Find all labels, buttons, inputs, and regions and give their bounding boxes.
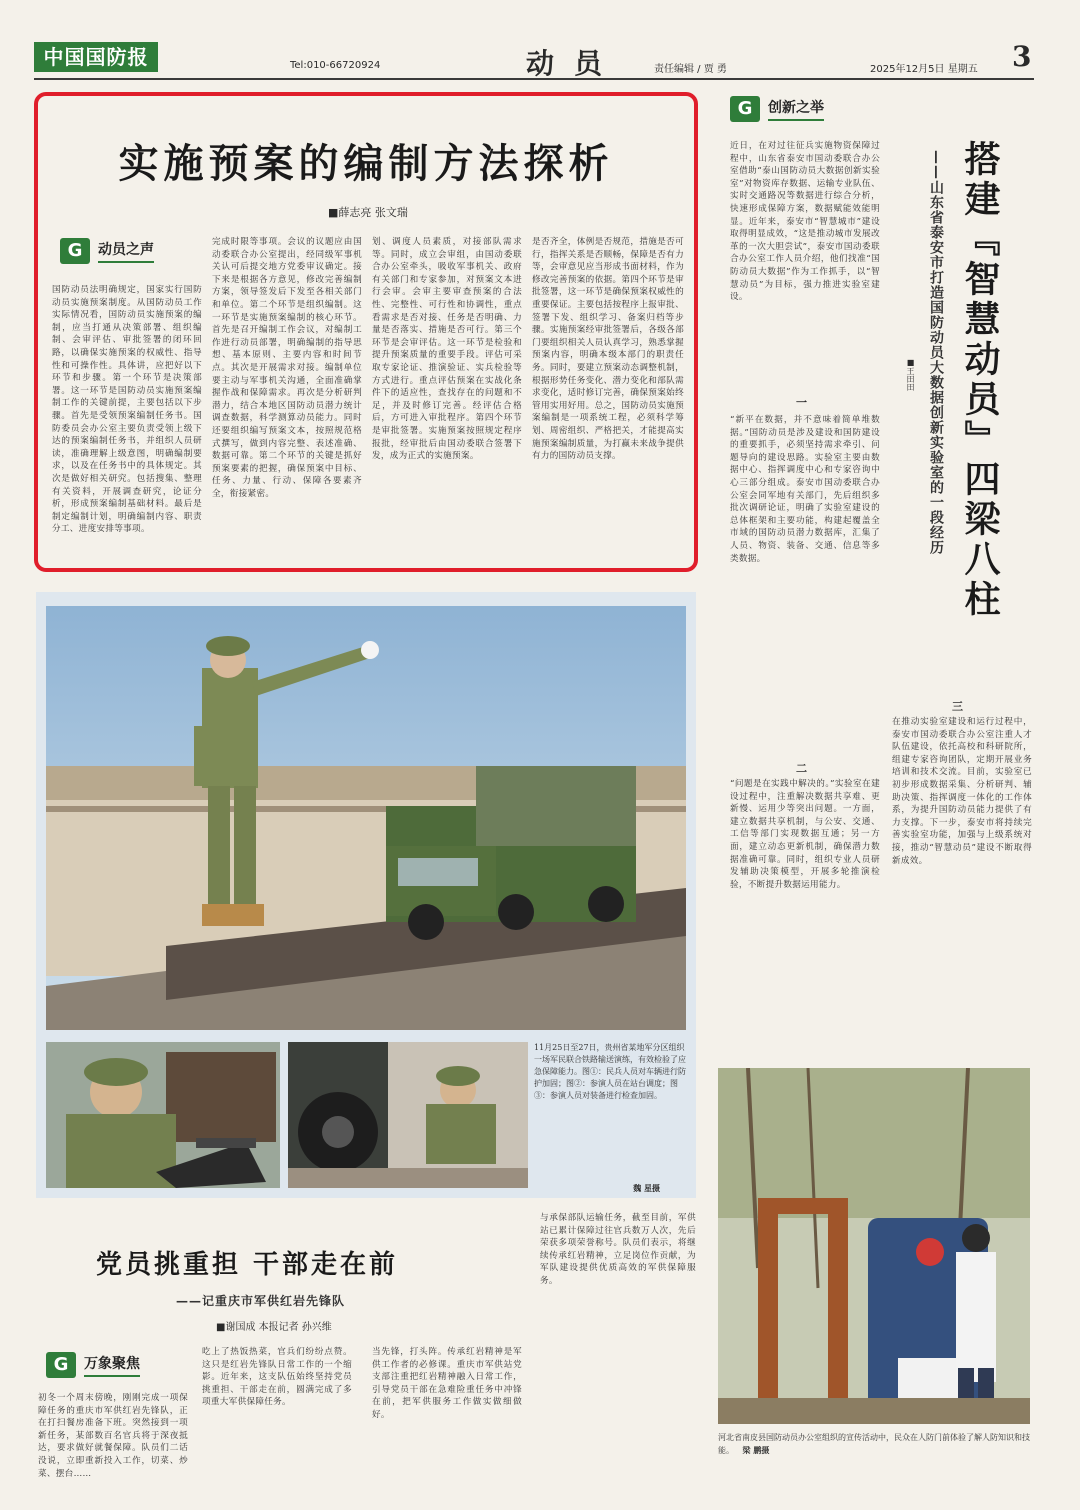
section-number-1: 一: [796, 396, 807, 409]
right-article-title[interactable]: 搭建『智慧动员』四梁八柱: [959, 140, 1001, 620]
right-column-tag-label: 创新之举: [768, 97, 824, 121]
section-number-2: 二: [796, 762, 807, 775]
column-g-logo-icon: G: [730, 96, 760, 122]
column-g-logo-icon: G: [46, 1352, 76, 1378]
photo-block: [36, 592, 696, 1198]
right-photo-illustration: [718, 1068, 1030, 1424]
column-tag-label: 动员之声: [98, 239, 154, 263]
photo-caption: 11月25日至27日，贵州省某地军分区组织一场军民联合铁路输送演练，有效检验了应急保障能力。图①：民兵人员对车辆进行防护加固；图②：参演人员在站台调度；图③：参演人员对装备进行检查加固。: [534, 1043, 686, 1100]
column-g-logo-icon: G: [60, 238, 90, 264]
right-section-1-text: “新平在数据，并不意味着简单堆数据。”国防动员是涉及建设和国防建设的重要抓手，必须坚持需求牵引、问题导向的建设思路。实验室主要由数据中心、指挥调度中心和专家咨询中心三部分组成。泰安市国动委联合办公室会同军地有关部门，先后组织多批次调研论证，明确了实验室建设的总体框架和主要功能，构建起覆盖全市域的国防动员潜力数据库，汇集了人员、物资、装备、交通、信息等多类数据。: [730, 415, 880, 564]
masthead-tel: Tel:010-66720924: [290, 60, 381, 71]
sub-photo-1-laptop[interactable]: [46, 1042, 280, 1188]
right-section-2-text: “问题是在实践中解决的。”实验室在建设过程中，注重解决数据共享难、更新慢、运用少等突出问题。一方面，建立数据共享机制，与公安、交通、工信等部门实现数据互通；另一方面，建立动态更新机制，确保潜力数据准确可靠。同时，组织专业人员研发辅助决策模型，开展多轮推演检验，不断提升数据运用能力。: [730, 779, 880, 890]
main-photo-illustration: [46, 606, 686, 1030]
masthead: [34, 38, 1034, 80]
sub-photo-2-vehicle-check[interactable]: [288, 1042, 528, 1188]
party-text-col-1: 初冬一个周末傍晚，刚刚完成一项保障任务的重庆市军供红岩先锋队，正在打扫餐房准备下班。突然接到一项新任务，某部数百名官兵将于深夜抵达，要求做好就餐保障。队员们二话没说，立即重新投入工作，切菜、炒菜、摆台……: [38, 1393, 188, 1479]
right-photo-civil-defense-door[interactable]: [718, 1068, 1030, 1424]
party-text-col-2: 吃上了热饭热菜，官兵们纷纷点赞。这只是红岩先锋队日常工作的一个缩影。近年来，这支队伍始终坚持党员挑重担、干部走在前，圆满完成了多项重大军供保障任务。: [202, 1347, 352, 1408]
article-text-col-2: 完成时限等事项。会议的议题应由国动委联合办公室提出，经同级军事机关认可后提交地方党委审议确定。接下来是根据各方意见，修改完善编制方案，领导签发后下发至各相关部门和单位。第二个环节是组织编制。这一环节是实施预案编制的核心环节。首先是召开编制工作会议，对编制工作进行动员部署，明确编制的指导思想、基本原则、主要内容和时间节点。其次是开展需求对接。编制单位要主动与军事机关沟通，全面准确掌握作战和保障需求。再次是分析研判潜力，结合本地区国防动员潜力统计调查数据，科学测算动员能力。同时还要组织编写预案文本，按照规范格式撰写，做到内容完整、表述准确、数据可靠。第二个环节的关键是抓好预案要素的把握，确保预案中目标、任务、力量、行动、保障各要素齐全，衔接紧密。: [212, 237, 362, 499]
article-text-col-3: 划、调度人员素质，对接部队需求等。同时，成立会审组，由国动委联合办公室牵头，吸收军事机关、政府有关部门和专家参加，对预案文本进行会审。会审主要审查预案的合法性、完整性、可行性和协调性，重点看需求是否对接、任务是否明确、力量是否落实、措施是否可行。第三个环节是会审评估。这一环节是检验和提升预案质量的重要手段。评估可采取专家论证、推演验证、实兵检验等方式进行。重点评估预案在实战化条件下的适应性，查找存在的问题和不足，并及时修订完善。经评估合格后，方可进入审批程序。第四个环节是审批签署。实施预案按照规定程序报批，经审批后由国动委联合签署下发，成为正式的实施预案。: [372, 237, 522, 462]
article-text-col-4: 是否齐全，体例是否规范，措施是否可行，指挥关系是否顺畅，保障是否有力等，会审意见应当形成书面材料，作为修改完善预案的依据。第四个环节是审批签署，这一环节是确保预案权威性的重要保证。主要包括按程序上报审批、签署下发、组织学习、备案归档等步骤。实施预案经审批签署后，各级各部门要组织相关人员认真学习，熟悉掌握预案内容，明确本级本部门的职责任务。同时，要建立预案动态调整机制，根据形势任务变化、潜力变化和部队需求变化，适时修订完善，确保预案始终管用实用好用。总之，国防动员实施预案编制是一项系统工程，必须科学筹划、周密组织、严格把关，才能提高实施预案编制质量，为打赢未来战争提供有力的国防动员支撑。: [532, 237, 684, 462]
section-title: 动员: [526, 47, 623, 80]
sub-photo-2-illustration: [288, 1042, 528, 1188]
sub-photo-1-illustration: [46, 1042, 280, 1188]
right-article-subtitle: ——山东省泰安市打造国防动员大数据创新实验室的一段经历: [928, 150, 944, 555]
article-title: 实施预案的编制方法探析: [118, 141, 614, 187]
page-number: 3: [1012, 40, 1032, 73]
right-photo-caption-text: 河北省南皮县国防动员办公室组织的宣传活动中，民众在人防门前体验了解人防知识和技能。: [718, 1433, 1030, 1455]
right-article-byline: ■王田田: [906, 358, 915, 391]
photo-credit: 魏 星摄: [633, 1184, 660, 1193]
column-tag: [60, 238, 154, 264]
party-column-tag: [46, 1352, 140, 1378]
main-photo-soldier-directing-truck[interactable]: [46, 606, 686, 1030]
party-article-title[interactable]: 党员挑重担 干部走在前: [96, 1250, 399, 1280]
article-text-col-1: 国防动员法明确规定，国家实行国防动员实施预案制度。从国防动员工作实际情况看，国防动员实施预案的编制，应当打通从决策部署、组织编制、会审评估、审批签署的闭环回路，以确保实施预案的权威性、指导性和可操作性。具体讲，应把好以下环节和步骤。第一个环节是决策部署。这一环节是国防动员实施预案编制工作的关键前提，主要包括以下步骤。首先是受领预案编制任务书。国防委员会办公室主要负责受领上级下达的预案编制任务书，并组织人员研读，准确理解上级意图，明确编制要求，以及在任务书中的具体规定。其次是做好相关研究。包括搜集、整理有关资料，开展调查研究，论证分析，形成预案编制基础材料。最后是制定编制计划，明确编制内容、职责分工、进度安排等事项。: [52, 285, 202, 535]
right-section-3-text: 在推动实验室建设和运行过程中，泰安市国动委联合办公室注重人才队伍建设，依托高校和科研院所，组建专家咨询团队，定期开展业务培训和技术交流。目前，实验室已初步形成数据采集、分析研判、辅助决策、指挥调度一体化的工作体系，为提升国防动员能力提供了有力支撑。下一步，泰安市将持续完善实验室功能，加强与上级系统对接，推动“智慧动员”建设不断取得新成效。: [892, 717, 1032, 866]
party-text-col-3: 当先锋，打头阵。传承红岩精神是军供工作者的必修课。重庆市军供站党支部注重把红岩精神融入日常工作，引导党员干部在急难险重任务中冲锋在前，把军供服务工作做实做细做好。: [372, 1347, 522, 1420]
right-photo-credit: 梁 鹏摄: [742, 1445, 770, 1455]
party-article-byline: ■谢国成 本报记者 孙兴维: [216, 1322, 332, 1333]
right-column-tag: [730, 96, 824, 122]
right-intro-text: 近日，在对过往征兵实施物资保障过程中，山东省泰安市国动委联合办公室借助“泰山国防动员大数据创新实验室”对物资库存数据、运输专业队伍、实时交通路况等数据进行综合分析，快速形成保障方案，数据赋能效能明显。近年来，泰安市“智慧城市”建设取得明显成效，“这是推动城市发展改革的一次大胆尝试”，泰安市国动委联合办公室工作人员介绍，他们找准“国防动员大数据”作为工作抓手，以“智慧动员”为目标，强力推进实验室建设。: [730, 141, 880, 303]
masthead-editor: 责任编辑 / 贾 勇: [654, 64, 727, 75]
right-photo-caption: [718, 1432, 1030, 1457]
party-article-subtitle: ——记重庆市军供红岩先锋队: [176, 1294, 346, 1308]
article-byline: ■薛志亮 张文瑞: [328, 206, 408, 219]
masthead-date: 2025年12月5日 星期五: [870, 64, 978, 75]
party-text-col-4: 与承保部队运输任务，截至目前，军供站已累计保障过往官兵数万人次，先后荣获多项荣誉称号。队员们表示，将继续传承红岩精神，立足岗位作贡献，为军队建设提供优质高效的军供保障服务。: [540, 1213, 696, 1286]
party-column-tag-label: 万象聚焦: [84, 1353, 140, 1377]
newspaper-logo[interactable]: 中国国防报: [34, 42, 158, 72]
highlighted-article[interactable]: [34, 92, 698, 572]
section-number-3: 三: [952, 700, 963, 713]
